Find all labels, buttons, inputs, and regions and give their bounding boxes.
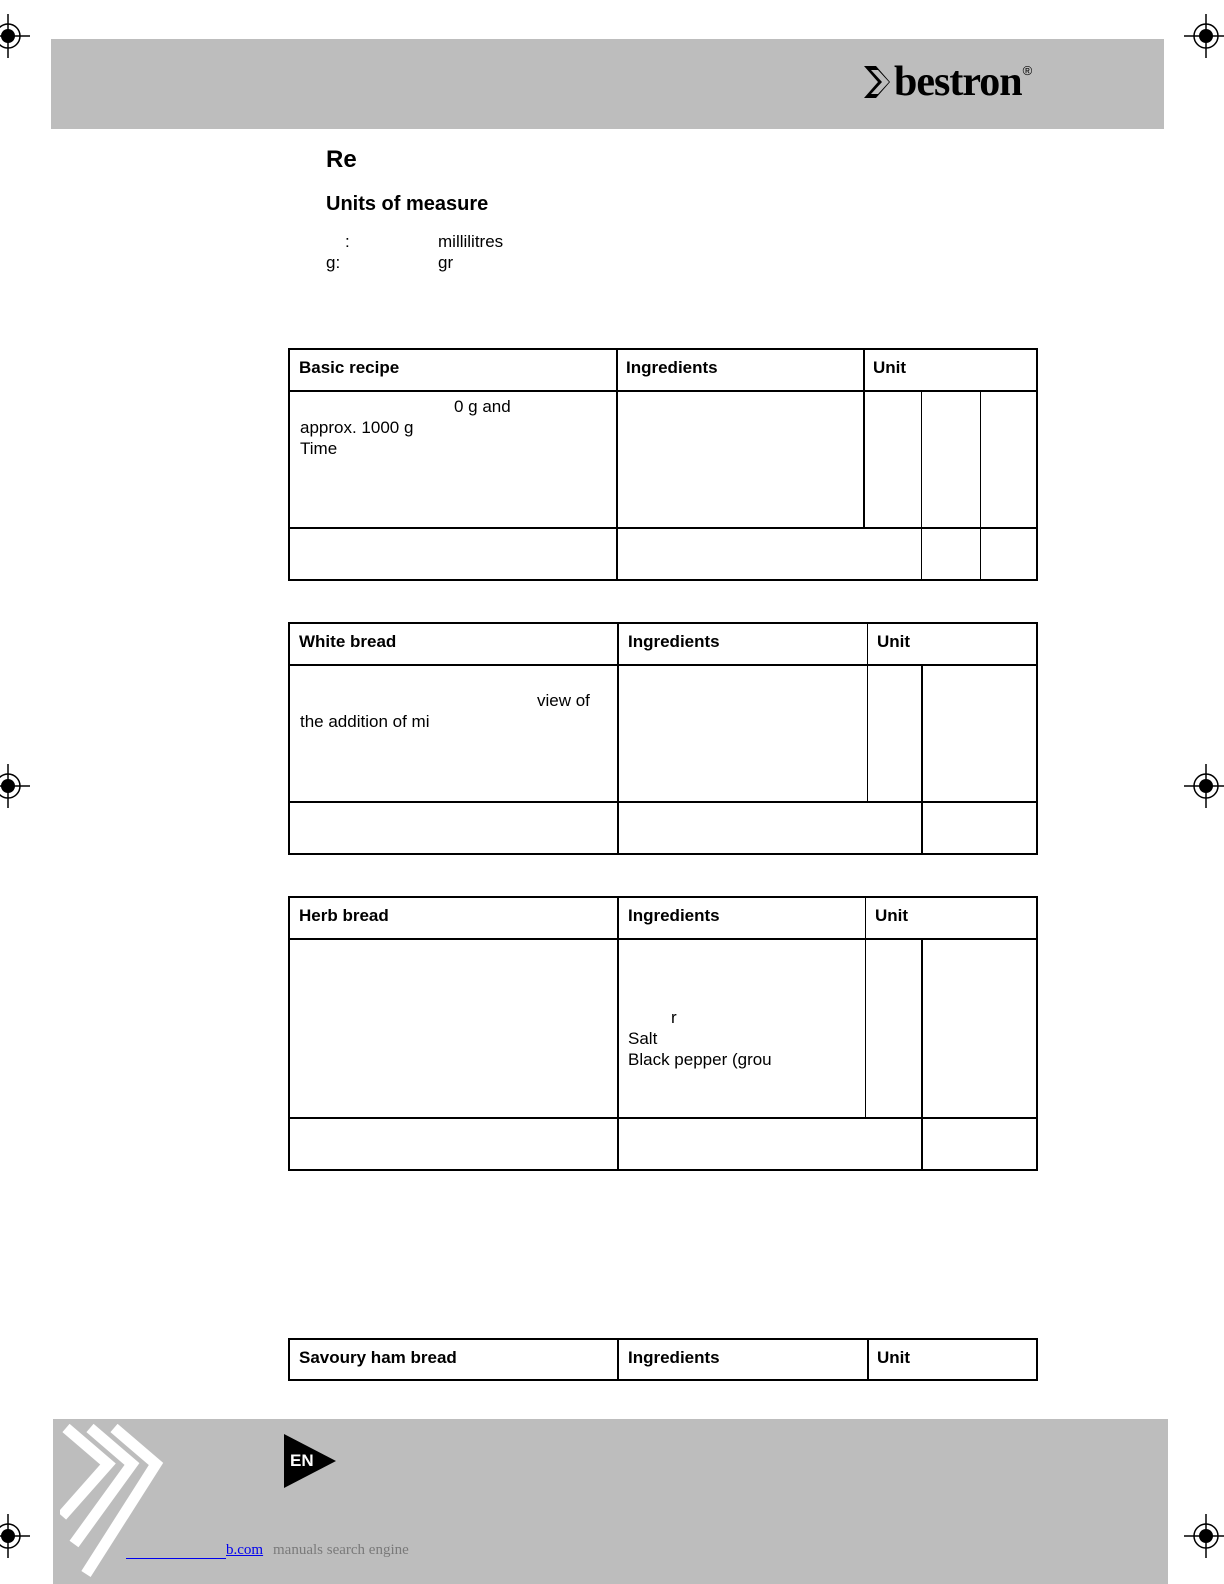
ingredients-header: Ingredients xyxy=(628,632,720,651)
logo-chevron-icon xyxy=(862,62,894,102)
column-divider xyxy=(867,624,868,801)
table-title: Herb bread xyxy=(299,906,389,925)
unit-abbr: g: xyxy=(326,253,341,272)
unit-abbr: : xyxy=(345,232,350,251)
recipe-text: view of xyxy=(537,691,590,710)
column-divider xyxy=(921,390,922,579)
ingredient-text: Salt xyxy=(628,1029,658,1048)
row-divider xyxy=(290,1117,1036,1119)
row-divider xyxy=(290,390,1036,392)
chevron-stripes-icon xyxy=(60,1424,164,1584)
footer-band xyxy=(53,1419,1168,1584)
units-heading: Units of measure xyxy=(326,193,489,215)
recipe-text: approx. 1000 g xyxy=(300,418,414,437)
unit-name: millilitres xyxy=(438,232,504,251)
column-divider xyxy=(616,350,618,579)
recipe-text: the addition of mi xyxy=(300,712,430,731)
unit-header: Unit xyxy=(875,906,909,925)
table-title: White bread xyxy=(299,632,397,651)
link-underline xyxy=(126,1544,226,1559)
white-bread-table xyxy=(288,622,1038,855)
column-divider xyxy=(980,390,981,579)
brand-logo xyxy=(862,58,1032,106)
table-title: Basic recipe xyxy=(299,358,400,377)
language-label: EN xyxy=(290,1451,314,1470)
registered-mark: ® xyxy=(1022,62,1033,78)
table-title: Savoury ham bread xyxy=(299,1348,457,1367)
recipe-text: 0 g and xyxy=(454,397,511,416)
ingredients-header: Ingredients xyxy=(628,906,720,925)
footer-link-text[interactable]: b.com xyxy=(226,1542,264,1558)
row-divider xyxy=(290,527,1036,529)
registration-mark-icon xyxy=(1184,764,1224,808)
footer-note: manuals search engine xyxy=(273,1542,409,1558)
row-divider xyxy=(290,664,1036,666)
registration-mark-icon xyxy=(0,1514,30,1558)
ingredient-text: r xyxy=(671,1008,677,1027)
unit-name: gr xyxy=(438,253,454,272)
column-divider xyxy=(865,898,866,1117)
column-divider xyxy=(921,664,923,853)
herb-bread-table xyxy=(288,896,1038,1171)
page-title: Re xyxy=(326,146,357,173)
column-divider xyxy=(867,1340,869,1379)
column-divider xyxy=(863,350,865,527)
row-divider xyxy=(290,801,1036,803)
column-divider xyxy=(617,624,619,853)
ingredient-text: Black pepper (grou xyxy=(628,1050,772,1069)
recipe-text: Time xyxy=(300,439,338,458)
footer-link[interactable] xyxy=(126,1542,263,1559)
registration-mark-icon xyxy=(1184,14,1224,58)
column-divider xyxy=(617,1340,619,1379)
unit-header: Unit xyxy=(877,1348,911,1367)
ingredients-header: Ingredients xyxy=(628,1348,720,1367)
unit-header: Unit xyxy=(873,358,907,377)
column-divider xyxy=(617,898,619,1169)
logo-text: bestron xyxy=(894,59,1022,105)
savoury-ham-bread-table xyxy=(288,1338,1038,1381)
registration-mark-icon xyxy=(1184,1514,1224,1558)
row-divider xyxy=(290,938,1036,940)
registration-mark-icon xyxy=(0,14,30,58)
column-divider xyxy=(921,938,923,1169)
ingredients-header: Ingredients xyxy=(626,358,718,377)
basic-recipe-table xyxy=(288,348,1038,581)
registration-mark-icon xyxy=(0,764,30,808)
unit-header: Unit xyxy=(877,632,911,651)
